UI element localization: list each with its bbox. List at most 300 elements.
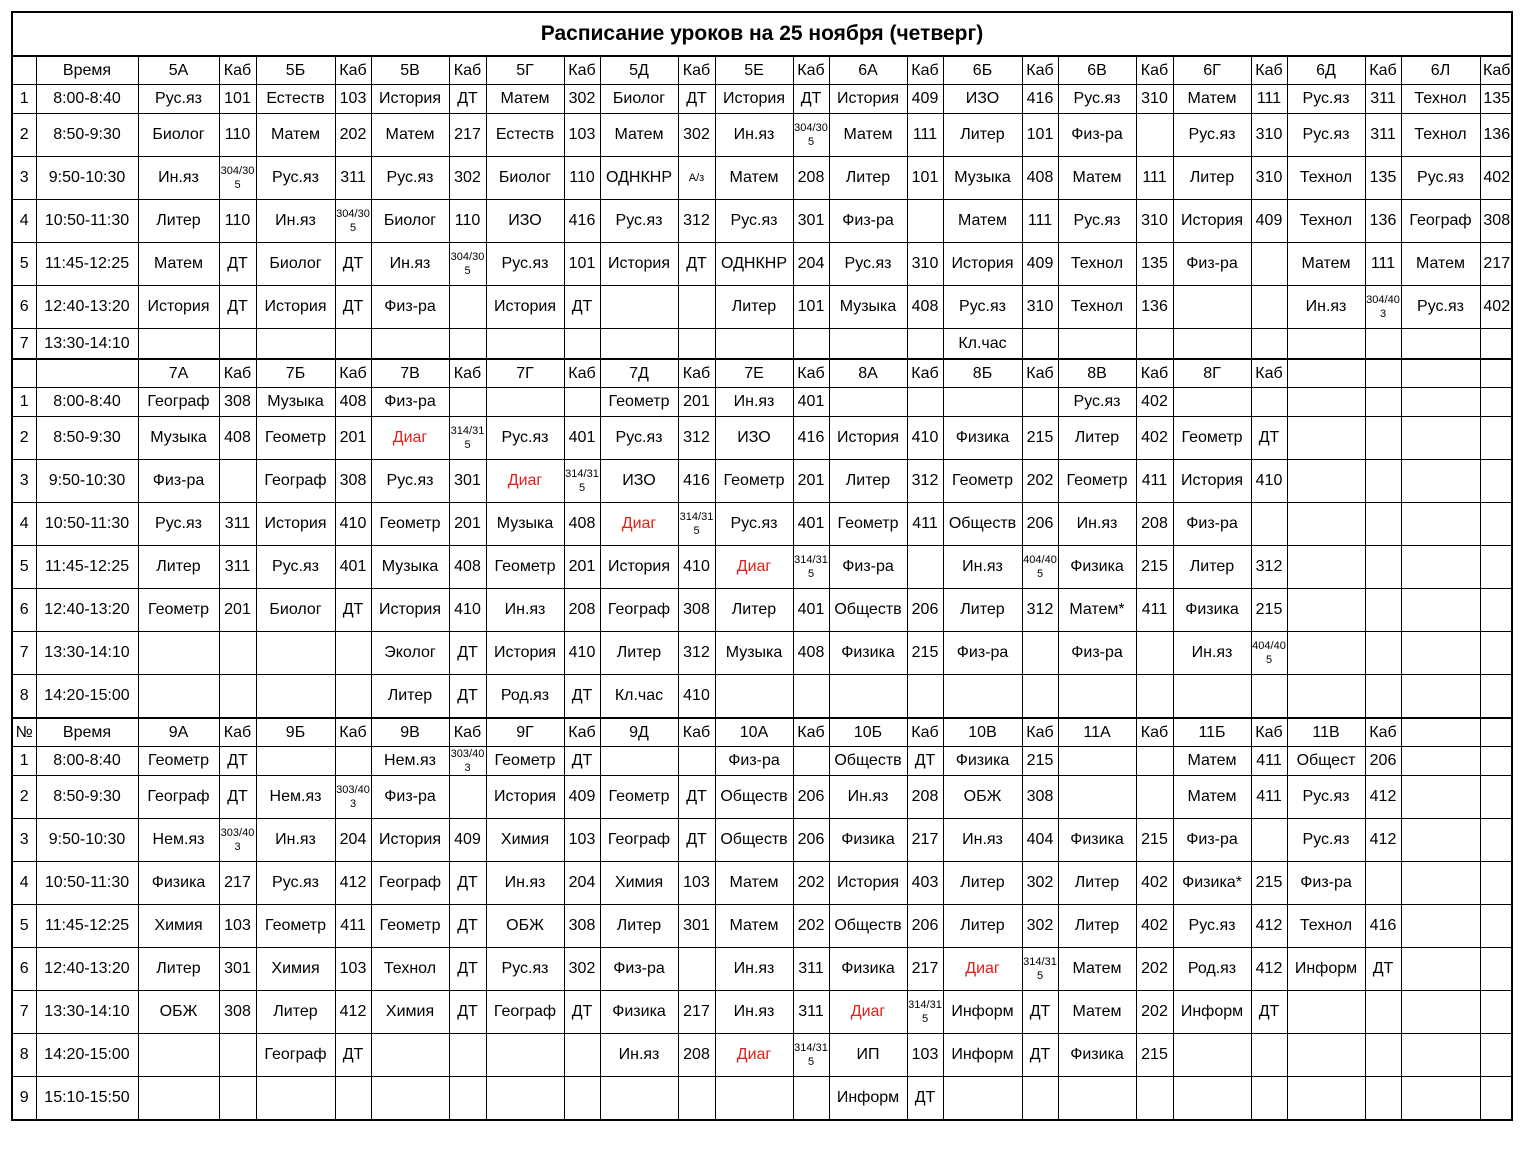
subject-cell: Нем.яз — [138, 819, 219, 862]
room-cell: 410 — [449, 589, 486, 632]
room-cell: 103 — [219, 905, 256, 948]
subject-cell: Физ-ра — [371, 776, 449, 819]
room-cell: 204 — [564, 862, 600, 905]
lesson-number: 4 — [13, 200, 36, 243]
subject-cell: Ин.яз — [371, 243, 449, 286]
lesson-row — [13, 388, 1513, 417]
room-cell: 202 — [1136, 991, 1173, 1034]
class-header-6д: 6Д — [1287, 57, 1365, 85]
room-cell: ДТ — [564, 747, 600, 776]
subject-cell: Матем — [1173, 776, 1251, 819]
subject-cell: Физика — [943, 747, 1022, 776]
subject-cell — [715, 675, 793, 719]
room-cell: ДТ — [1022, 1034, 1058, 1077]
subject-cell: Физ-ра — [1173, 503, 1251, 546]
subject-cell: Рус.яз — [1287, 776, 1365, 819]
room-cell: 101 — [907, 157, 943, 200]
subject-cell: Технол — [1058, 243, 1136, 286]
subject-cell — [1287, 417, 1365, 460]
room-cell: 308 — [678, 589, 715, 632]
subject-cell — [138, 329, 219, 360]
room-cell: 208 — [1136, 503, 1173, 546]
subject-cell: Географ — [600, 819, 678, 862]
subject-cell: Технол — [371, 948, 449, 991]
room-cell: 110 — [564, 157, 600, 200]
subject-cell — [1287, 632, 1365, 675]
subject-cell: Информ — [943, 1034, 1022, 1077]
subject-cell: История — [829, 85, 907, 114]
room-cell: 412 — [335, 991, 371, 1034]
class-header-8б: 8Б — [943, 359, 1022, 388]
room-cell — [1480, 948, 1513, 991]
subject-cell: ИЗО — [486, 200, 564, 243]
room-column-header: Каб — [793, 57, 829, 85]
subject-cell: Матем — [600, 114, 678, 157]
room-column-header: Каб — [335, 57, 371, 85]
lesson-row — [13, 417, 1513, 460]
subject-cell: Эколог — [371, 632, 449, 675]
subject-cell: ИП — [829, 1034, 907, 1077]
room-cell: ДТ — [335, 589, 371, 632]
room-cell — [1480, 460, 1513, 503]
room-cell: 308 — [564, 905, 600, 948]
subject-cell: Ин.яз — [715, 388, 793, 417]
room-cell: 101 — [1022, 114, 1058, 157]
subject-cell: Географ — [256, 1034, 335, 1077]
subject-cell: Обществ — [829, 905, 907, 948]
room-cell: 206 — [1022, 503, 1058, 546]
room-cell: 311 — [219, 503, 256, 546]
subject-cell: Рус.яз — [486, 948, 564, 991]
subject-cell: Литер — [371, 675, 449, 719]
room-cell: 402 — [1480, 157, 1513, 200]
subject-cell: Геометр — [829, 503, 907, 546]
subject-cell: ОБЖ — [943, 776, 1022, 819]
subject-cell — [1401, 589, 1480, 632]
class-header-6б: 6Б — [943, 57, 1022, 85]
subject-cell — [1287, 991, 1365, 1034]
subject-cell: Физика — [829, 632, 907, 675]
room-cell: 201 — [678, 388, 715, 417]
subject-cell: Ин.яз — [829, 776, 907, 819]
subject-cell — [371, 1077, 449, 1120]
subject-cell: Диаг — [486, 460, 564, 503]
room-cell: ДТ — [1365, 948, 1401, 991]
subject-cell — [486, 388, 564, 417]
subject-cell: Рус.яз — [371, 157, 449, 200]
room-cell: 401 — [793, 589, 829, 632]
subject-cell: Ин.яз — [486, 862, 564, 905]
room-cell: 310 — [1136, 200, 1173, 243]
lesson-number: 3 — [13, 819, 36, 862]
subject-cell — [1287, 589, 1365, 632]
subject-cell: Географ — [600, 589, 678, 632]
subject-cell — [1173, 388, 1251, 417]
subject-cell — [1287, 460, 1365, 503]
subject-cell — [1287, 1077, 1365, 1120]
room-column-header: Каб — [1022, 57, 1058, 85]
subject-cell: Физика — [1173, 589, 1251, 632]
room-column-header: Каб — [678, 359, 715, 388]
room-cell: ДТ — [564, 286, 600, 329]
room-cell — [1480, 905, 1513, 948]
subject-cell: Географ — [371, 862, 449, 905]
subject-cell: Музыка — [943, 157, 1022, 200]
lesson-number: 5 — [13, 905, 36, 948]
room-cell: 410 — [678, 546, 715, 589]
room-cell: 136 — [1480, 114, 1513, 157]
room-cell — [449, 286, 486, 329]
room-cell: ДТ — [678, 243, 715, 286]
subject-cell: Матем — [715, 862, 793, 905]
lesson-row — [13, 819, 1513, 862]
room-cell: 412 — [1365, 776, 1401, 819]
subject-cell: История — [371, 589, 449, 632]
lesson-row — [13, 862, 1513, 905]
lesson-number: 1 — [13, 85, 36, 114]
room-cell: 311 — [1365, 114, 1401, 157]
subject-cell — [1287, 388, 1365, 417]
room-cell — [1136, 329, 1173, 360]
room-cell — [219, 632, 256, 675]
subject-cell: Диаг — [715, 1034, 793, 1077]
room-cell — [907, 329, 943, 360]
room-cell — [907, 388, 943, 417]
lesson-row — [13, 200, 1513, 243]
room-cell: 110 — [219, 114, 256, 157]
subject-cell: Рус.яз — [1401, 157, 1480, 200]
subject-cell — [1287, 546, 1365, 589]
class-header-10а: 10А — [715, 718, 793, 747]
lesson-time: 12:40-13:20 — [36, 948, 138, 991]
room-cell — [678, 747, 715, 776]
class-header-10в: 10В — [943, 718, 1022, 747]
lesson-time: 8:00-8:40 — [36, 85, 138, 114]
subject-cell: Физика — [600, 991, 678, 1034]
room-cell — [1251, 503, 1287, 546]
subject-cell: Физ-ра — [600, 948, 678, 991]
room-cell: 217 — [1480, 243, 1513, 286]
lesson-number: 3 — [13, 157, 36, 200]
class-header-6в: 6В — [1058, 57, 1136, 85]
schedule-table — [13, 57, 1513, 1119]
room-cell — [1480, 776, 1513, 819]
subject-cell: Музыка — [371, 546, 449, 589]
subject-cell: Ин.яз — [1287, 286, 1365, 329]
lesson-row — [13, 460, 1513, 503]
room-cell — [1480, 862, 1513, 905]
subject-cell: Геометр — [486, 747, 564, 776]
subject-cell: Литер — [1058, 862, 1136, 905]
subject-cell: Литер — [829, 157, 907, 200]
class-header-9д: 9Д — [600, 718, 678, 747]
room-cell: 416 — [793, 417, 829, 460]
subject-cell — [1401, 862, 1480, 905]
room-cell: 402 — [1480, 286, 1513, 329]
room-cell: 411 — [1251, 747, 1287, 776]
subject-cell: Литер — [943, 114, 1022, 157]
room-cell: 110 — [219, 200, 256, 243]
schedule-sheet — [11, 11, 1513, 1121]
subject-cell — [1401, 632, 1480, 675]
room-cell: ДТ — [219, 286, 256, 329]
class-header-6а: 6А — [829, 57, 907, 85]
subject-cell — [1287, 1034, 1365, 1077]
room-cell — [1365, 329, 1401, 360]
lesson-row — [13, 632, 1513, 675]
lesson-row — [13, 589, 1513, 632]
room-cell — [678, 329, 715, 360]
room-cell — [1480, 819, 1513, 862]
room-column-header: Каб — [1136, 359, 1173, 388]
subject-cell: Физика* — [1173, 862, 1251, 905]
room-cell — [1365, 589, 1401, 632]
room-cell: 103 — [907, 1034, 943, 1077]
subject-cell: ИЗО — [943, 85, 1022, 114]
subject-cell: Музыка — [256, 388, 335, 417]
room-column-header: Каб — [907, 718, 943, 747]
room-cell — [1365, 546, 1401, 589]
room-cell: 404/405 — [1251, 632, 1287, 675]
subject-cell: Нем.яз — [371, 747, 449, 776]
room-cell: 304/403 — [1365, 286, 1401, 329]
room-cell: 401 — [564, 417, 600, 460]
subject-cell — [1058, 1077, 1136, 1120]
subject-cell: Физ-ра — [1058, 114, 1136, 157]
subject-cell — [600, 747, 678, 776]
room-cell: 312 — [1251, 546, 1287, 589]
lesson-time: 8:50-9:30 — [36, 776, 138, 819]
subject-cell: Рус.яз — [486, 417, 564, 460]
lesson-row — [13, 1077, 1513, 1120]
lesson-time: 8:00-8:40 — [36, 747, 138, 776]
subject-cell: Рус.яз — [1173, 905, 1251, 948]
subject-cell — [1173, 1077, 1251, 1120]
subject-cell — [1173, 329, 1251, 360]
subject-cell: Информ — [1173, 991, 1251, 1034]
room-cell — [219, 1077, 256, 1120]
room-cell: 303/403 — [450, 748, 485, 774]
subject-cell: Рус.яз — [1173, 114, 1251, 157]
lesson-row — [13, 286, 1513, 329]
subject-cell: Физика — [943, 417, 1022, 460]
subject-cell: Геометр — [1058, 460, 1136, 503]
lesson-time: 9:50-10:30 — [36, 819, 138, 862]
subject-cell: Информ — [1287, 948, 1365, 991]
room-cell — [1480, 546, 1513, 589]
subject-cell — [1173, 675, 1251, 719]
class-header-11в: 11В — [1287, 718, 1365, 747]
class-header-8а: 8А — [829, 359, 907, 388]
subject-cell — [138, 1034, 219, 1077]
subject-cell: Литер — [600, 905, 678, 948]
room-column-header: Каб — [449, 359, 486, 388]
room-cell — [1251, 819, 1287, 862]
subject-cell: Геометр — [1173, 417, 1251, 460]
lesson-number: 2 — [13, 776, 36, 819]
time-column-header: Время — [36, 57, 138, 85]
subject-cell: Литер — [1173, 157, 1251, 200]
subject-cell: Ин.яз — [600, 1034, 678, 1077]
subject-cell: Обществ — [943, 503, 1022, 546]
room-cell — [1365, 417, 1401, 460]
subject-cell — [1287, 675, 1365, 719]
class-header-empty — [1287, 359, 1365, 388]
room-cell: 311 — [793, 948, 829, 991]
room-cell: ДТ — [449, 948, 486, 991]
subject-cell: Литер — [1058, 417, 1136, 460]
room-cell: 217 — [907, 948, 943, 991]
page-title: Расписание уроков на 25 ноября (четверг) — [13, 13, 1511, 57]
room-column-header: Каб — [564, 718, 600, 747]
subject-cell: Рус.яз — [829, 243, 907, 286]
room-cell: 202 — [793, 862, 829, 905]
subject-cell: Геометр — [600, 388, 678, 417]
subject-cell — [600, 286, 678, 329]
room-column-header: Каб — [1022, 359, 1058, 388]
subject-cell: Физика — [829, 819, 907, 862]
room-column-header: Каб — [678, 57, 715, 85]
lesson-number: 1 — [13, 388, 36, 417]
room-column-header: Каб — [1251, 57, 1287, 85]
room-cell: ДТ — [449, 675, 486, 719]
room-cell — [564, 1077, 600, 1120]
subject-cell — [600, 329, 678, 360]
room-cell: ДТ — [907, 747, 943, 776]
subject-cell: Физ-ра — [829, 546, 907, 589]
room-cell: 302 — [1022, 862, 1058, 905]
room-cell — [907, 200, 943, 243]
subject-cell: Литер — [943, 862, 1022, 905]
subject-cell: Географ — [1401, 200, 1480, 243]
class-header-8в: 8В — [1058, 359, 1136, 388]
subject-cell — [1401, 747, 1480, 776]
subject-cell — [1401, 503, 1480, 546]
class-header-7в: 7В — [371, 359, 449, 388]
subject-cell — [138, 675, 219, 719]
room-cell: 404/405 — [1022, 546, 1058, 589]
subject-cell: Литер — [943, 905, 1022, 948]
room-cell: 206 — [907, 589, 943, 632]
room-cell: 402 — [1136, 862, 1173, 905]
lesson-number: 5 — [13, 243, 36, 286]
subject-cell — [1401, 991, 1480, 1034]
room-cell — [1365, 862, 1401, 905]
room-cell: 308 — [219, 991, 256, 1034]
subject-cell: Литер — [943, 589, 1022, 632]
subject-cell: Геометр — [256, 905, 335, 948]
room-cell — [1365, 991, 1401, 1034]
room-cell — [1136, 776, 1173, 819]
subject-cell: Технол — [1287, 200, 1365, 243]
room-cell — [1251, 388, 1287, 417]
room-cell: 206 — [907, 905, 943, 948]
room-cell — [335, 747, 371, 776]
subject-cell: Геометр — [943, 460, 1022, 503]
subject-cell: Физ-ра — [371, 388, 449, 417]
room-cell: 111 — [1365, 243, 1401, 286]
subject-cell: Географ — [256, 460, 335, 503]
subject-cell: Рус.яз — [256, 546, 335, 589]
room-cell: ДТ — [335, 243, 371, 286]
subject-cell: Диаг — [943, 948, 1022, 991]
subject-cell — [943, 675, 1022, 719]
subject-cell: ОБЖ — [138, 991, 219, 1034]
room-cell: 201 — [564, 546, 600, 589]
room-cell — [1251, 1034, 1287, 1077]
room-cell: 314/315 — [678, 503, 715, 546]
room-cell — [219, 460, 256, 503]
subject-cell — [1401, 546, 1480, 589]
subject-cell: Матем — [1287, 243, 1365, 286]
subject-cell: Музыка — [715, 632, 793, 675]
subject-cell: Рус.яз — [256, 157, 335, 200]
lesson-number: 6 — [13, 589, 36, 632]
subject-cell: Ин.яз — [943, 819, 1022, 862]
subject-cell: Ин.яз — [943, 546, 1022, 589]
lesson-row — [13, 747, 1513, 776]
header-row-5-6 — [13, 57, 1513, 85]
room-cell: 312 — [678, 632, 715, 675]
room-cell: 303/403 — [219, 819, 256, 862]
subject-cell — [256, 329, 335, 360]
subject-cell: Диаг — [715, 546, 793, 589]
subject-cell: Матем — [943, 200, 1022, 243]
lesson-time: 15:10-15:50 — [36, 1077, 138, 1120]
subject-cell: Обществ — [715, 819, 793, 862]
subject-cell: Нем.яз — [256, 776, 335, 819]
class-header-5г: 5Г — [486, 57, 564, 85]
room-cell — [1136, 632, 1173, 675]
subject-cell: Физика — [1058, 1034, 1136, 1077]
subject-cell — [1058, 776, 1136, 819]
room-cell: 202 — [335, 114, 371, 157]
lesson-time: 10:50-11:30 — [36, 862, 138, 905]
room-cell: 303/403 — [335, 776, 371, 819]
room-cell: 204 — [335, 819, 371, 862]
room-cell: 311 — [1365, 85, 1401, 114]
room-cell: 215 — [1136, 819, 1173, 862]
room-column-header: Каб — [907, 57, 943, 85]
room-cell: ДТ — [678, 776, 715, 819]
room-column-header: Каб — [1365, 57, 1401, 85]
room-column-header — [1480, 359, 1513, 388]
room-cell: 103 — [678, 862, 715, 905]
lesson-number: 7 — [13, 991, 36, 1034]
room-cell: ДТ — [449, 862, 486, 905]
room-cell: 111 — [1136, 157, 1173, 200]
room-cell: 136 — [1365, 200, 1401, 243]
subject-cell: История — [715, 85, 793, 114]
subject-cell: Литер — [138, 948, 219, 991]
subject-cell: Литер — [715, 286, 793, 329]
subject-cell: Биолог — [138, 114, 219, 157]
subject-cell: Технол — [1287, 157, 1365, 200]
subject-cell: Биолог — [486, 157, 564, 200]
room-column-header — [1365, 359, 1401, 388]
room-cell: 208 — [793, 157, 829, 200]
lesson-time: 12:40-13:20 — [36, 589, 138, 632]
lesson-number: 1 — [13, 747, 36, 776]
class-header-9г: 9Г — [486, 718, 564, 747]
subject-cell: Физ-ра — [1173, 819, 1251, 862]
room-cell: 206 — [793, 819, 829, 862]
lesson-row — [13, 85, 1513, 114]
room-cell: 204 — [793, 243, 829, 286]
room-cell: 401 — [793, 388, 829, 417]
room-cell: 308 — [1480, 200, 1513, 243]
room-cell: 310 — [1251, 114, 1287, 157]
